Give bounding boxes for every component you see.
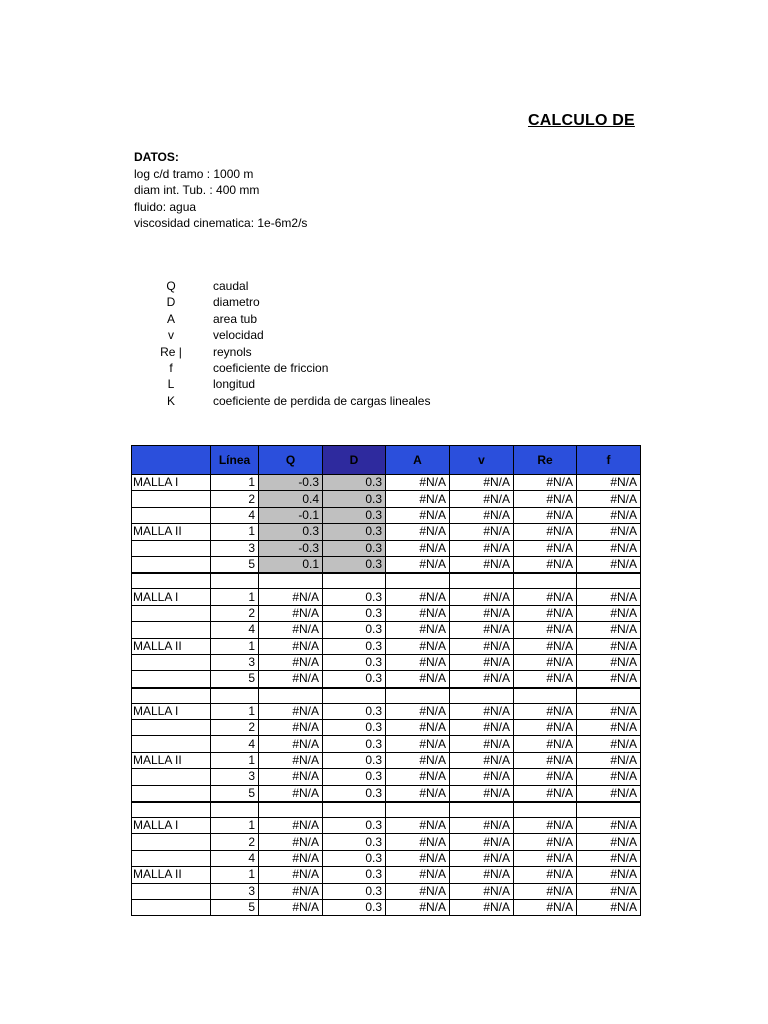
empty-cell[interactable] (132, 688, 211, 704)
cell-v[interactable]: #N/A (450, 769, 514, 785)
cell-malla[interactable]: MALLA II (132, 524, 211, 540)
table-body (132, 475, 641, 916)
cell-re[interactable]: #N/A (514, 899, 577, 915)
cell-linea[interactable]: 5 (211, 556, 259, 573)
cell-malla[interactable] (132, 834, 211, 850)
empty-cell[interactable] (211, 573, 259, 589)
cell-a[interactable]: #N/A (386, 834, 450, 850)
cell-linea[interactable]: 1 (211, 867, 259, 883)
cell-re[interactable]: #N/A (514, 654, 577, 670)
cell-linea[interactable]: 1 (211, 589, 259, 605)
cell-q[interactable]: #N/A (259, 850, 323, 866)
datos-heading: DATOS: (134, 150, 179, 164)
cell-d[interactable]: 0.3 (323, 867, 386, 883)
header-cell-d[interactable]: D (323, 446, 386, 475)
cell-a[interactable]: #N/A (386, 850, 450, 866)
table-row (132, 867, 641, 883)
cell-d[interactable]: 0.3 (323, 540, 386, 556)
cell-malla[interactable]: MALLA II (132, 867, 211, 883)
cell-re[interactable]: #N/A (514, 540, 577, 556)
cell-re[interactable]: #N/A (514, 736, 577, 752)
table-row (132, 736, 641, 752)
datos-line: log c/d tramo : 1000 m (134, 166, 254, 181)
cell-q[interactable]: #N/A (259, 703, 323, 719)
table-row (132, 720, 641, 736)
legend-symbol: K (166, 393, 175, 408)
cell-malla[interactable] (132, 507, 211, 523)
cell-f[interactable]: #N/A (577, 867, 641, 883)
cell-v[interactable]: #N/A (450, 622, 514, 638)
cell-re[interactable]: #N/A (514, 491, 577, 507)
table-row (132, 507, 641, 523)
header-cell-re[interactable]: Re (514, 446, 577, 475)
cell-q[interactable]: #N/A (259, 785, 323, 802)
empty-cell[interactable] (450, 688, 514, 704)
cell-re[interactable]: #N/A (514, 556, 577, 573)
cell-a[interactable]: #N/A (386, 883, 450, 899)
cell-q[interactable]: #N/A (259, 818, 323, 834)
cell-v[interactable]: #N/A (450, 867, 514, 883)
cell-v[interactable]: #N/A (450, 703, 514, 719)
cell-malla[interactable] (132, 736, 211, 752)
cell-v[interactable]: #N/A (450, 605, 514, 621)
table-row (132, 752, 641, 768)
cell-malla[interactable] (132, 671, 211, 688)
cell-malla[interactable] (132, 654, 211, 670)
cell-linea[interactable]: 3 (211, 654, 259, 670)
empty-cell[interactable] (577, 688, 641, 704)
table-row (132, 899, 641, 915)
empty-cell[interactable] (450, 802, 514, 818)
datos-line: fluido: agua (134, 199, 197, 214)
cell-a[interactable]: #N/A (386, 703, 450, 719)
cell-v[interactable]: #N/A (450, 638, 514, 654)
cell-q[interactable]: #N/A (259, 720, 323, 736)
cell-f[interactable]: #N/A (577, 883, 641, 899)
header-cell-linea[interactable]: Línea (211, 446, 259, 475)
cell-q[interactable]: #N/A (259, 769, 323, 785)
cell-v[interactable]: #N/A (450, 507, 514, 523)
cell-a[interactable]: #N/A (386, 491, 450, 507)
cell-f[interactable]: #N/A (577, 654, 641, 670)
cell-a[interactable]: #N/A (386, 785, 450, 802)
cell-q[interactable]: -0.3 (259, 475, 323, 491)
cell-linea[interactable]: 4 (211, 736, 259, 752)
cell-d[interactable]: 0.3 (323, 752, 386, 768)
cell-v[interactable]: #N/A (450, 818, 514, 834)
cell-q[interactable]: #N/A (259, 834, 323, 850)
cell-v[interactable]: #N/A (450, 752, 514, 768)
cell-a[interactable]: #N/A (386, 818, 450, 834)
empty-cell[interactable] (450, 573, 514, 589)
cell-f[interactable]: #N/A (577, 524, 641, 540)
cell-re[interactable]: #N/A (514, 720, 577, 736)
cell-q[interactable]: -0.3 (259, 540, 323, 556)
table-row (132, 818, 641, 834)
empty-cell[interactable] (211, 802, 259, 818)
legend-symbol: v (168, 328, 174, 343)
cell-re[interactable]: #N/A (514, 671, 577, 688)
cell-f[interactable]: #N/A (577, 556, 641, 573)
cell-d[interactable]: 0.3 (323, 720, 386, 736)
header-cell-q[interactable]: Q (259, 446, 323, 475)
legend-symbol: D (166, 295, 176, 310)
cell-malla[interactable] (132, 605, 211, 621)
cell-f[interactable]: #N/A (577, 507, 641, 523)
legend-symbol: A (166, 311, 175, 326)
cell-re[interactable]: #N/A (514, 769, 577, 785)
cell-v[interactable]: #N/A (450, 556, 514, 573)
cell-linea[interactable]: 2 (211, 720, 259, 736)
cell-a[interactable]: #N/A (386, 899, 450, 915)
header-cell-a[interactable]: A (386, 446, 450, 475)
cell-d[interactable]: 0.3 (323, 589, 386, 605)
legend-symbol: Re | (160, 344, 182, 359)
datos-section (134, 149, 307, 232)
datos-line: viscosidad cinematica: 1e-6m2/s (134, 216, 308, 230)
cell-d[interactable]: 0.3 (323, 785, 386, 802)
empty-cell[interactable] (132, 802, 211, 818)
cell-linea[interactable]: 2 (211, 605, 259, 621)
cell-d[interactable]: 0.3 (323, 638, 386, 654)
cell-d[interactable]: 0.3 (323, 883, 386, 899)
table-row (132, 605, 641, 621)
cell-d[interactable]: 0.3 (323, 736, 386, 752)
cell-linea[interactable]: 3 (211, 769, 259, 785)
cell-d[interactable]: 0.3 (323, 475, 386, 491)
header-cell-v[interactable]: v (450, 446, 514, 475)
cell-f[interactable]: #N/A (577, 720, 641, 736)
cell-a[interactable]: #N/A (386, 589, 450, 605)
cell-d[interactable]: 0.3 (323, 654, 386, 670)
cell-re[interactable]: #N/A (514, 752, 577, 768)
cell-malla[interactable] (132, 622, 211, 638)
cell-d[interactable]: 0.3 (323, 899, 386, 915)
cell-d[interactable]: 0.3 (323, 818, 386, 834)
legend-desc: area tub (213, 311, 258, 326)
cell-q[interactable]: #N/A (259, 867, 323, 883)
cell-v[interactable]: #N/A (450, 834, 514, 850)
cell-linea[interactable]: 4 (211, 507, 259, 523)
cell-d[interactable]: 0.3 (323, 703, 386, 719)
empty-cell[interactable] (211, 688, 259, 704)
cell-re[interactable]: #N/A (514, 883, 577, 899)
cell-q[interactable]: #N/A (259, 622, 323, 638)
table-row (132, 491, 641, 507)
cell-d[interactable]: 0.3 (323, 671, 386, 688)
cell-malla[interactable]: MALLA I (132, 589, 211, 605)
empty-cell[interactable] (514, 802, 577, 818)
cell-malla[interactable]: MALLA I (132, 818, 211, 834)
cell-a[interactable]: #N/A (386, 540, 450, 556)
cell-linea[interactable]: 1 (211, 475, 259, 491)
cell-f[interactable]: #N/A (577, 769, 641, 785)
cell-malla[interactable] (132, 850, 211, 866)
cell-re[interactable]: #N/A (514, 850, 577, 866)
cell-re[interactable]: #N/A (514, 818, 577, 834)
cell-linea[interactable]: 4 (211, 622, 259, 638)
cell-d[interactable]: 0.3 (323, 622, 386, 638)
datos-line: diam int. Tub. : 400 mm (134, 183, 260, 197)
cell-linea[interactable]: 5 (211, 785, 259, 802)
cell-re[interactable]: #N/A (514, 475, 577, 491)
table-row (132, 589, 641, 605)
cell-malla[interactable] (132, 883, 211, 899)
empty-cell[interactable] (259, 573, 323, 589)
cell-v[interactable]: #N/A (450, 899, 514, 915)
cell-q[interactable]: 0.4 (259, 491, 323, 507)
cell-f[interactable]: #N/A (577, 785, 641, 802)
table-row (132, 475, 641, 491)
cell-malla[interactable]: MALLA I (132, 703, 211, 719)
cell-d[interactable]: 0.3 (323, 556, 386, 573)
cell-f[interactable]: #N/A (577, 622, 641, 638)
table-row (132, 654, 641, 670)
cell-malla[interactable] (132, 769, 211, 785)
cell-v[interactable]: #N/A (450, 654, 514, 670)
cell-q[interactable]: #N/A (259, 605, 323, 621)
cell-a[interactable]: #N/A (386, 720, 450, 736)
table-row (132, 850, 641, 866)
cell-re[interactable]: #N/A (514, 524, 577, 540)
cell-f[interactable]: #N/A (577, 589, 641, 605)
page-title: CALCULO DE (528, 112, 635, 129)
cell-v[interactable]: #N/A (450, 850, 514, 866)
empty-cell[interactable] (386, 802, 450, 818)
cell-re[interactable]: #N/A (514, 703, 577, 719)
cell-a[interactable]: #N/A (386, 867, 450, 883)
cell-v[interactable]: #N/A (450, 475, 514, 491)
cell-d[interactable]: 0.3 (323, 605, 386, 621)
cell-malla[interactable] (132, 720, 211, 736)
legend-desc: caudal (213, 279, 249, 293)
cell-f[interactable]: #N/A (577, 752, 641, 768)
cell-f[interactable]: #N/A (577, 671, 641, 688)
cell-re[interactable]: #N/A (514, 834, 577, 850)
cell-d[interactable]: 0.3 (323, 850, 386, 866)
cell-a[interactable]: #N/A (386, 475, 450, 491)
cell-malla[interactable]: MALLA II (132, 752, 211, 768)
cell-f[interactable]: #N/A (577, 818, 641, 834)
cell-v[interactable]: #N/A (450, 785, 514, 802)
cell-linea[interactable]: 5 (211, 671, 259, 688)
legend-desc: longitud (213, 377, 256, 392)
table-row (132, 785, 641, 802)
table-separator-row (132, 802, 641, 818)
table-row (132, 703, 641, 719)
cell-f[interactable]: #N/A (577, 475, 641, 491)
cell-re[interactable]: #N/A (514, 589, 577, 605)
cell-malla[interactable]: MALLA II (132, 638, 211, 654)
cell-a[interactable]: #N/A (386, 605, 450, 621)
cell-a[interactable]: #N/A (386, 638, 450, 654)
cell-a[interactable]: #N/A (386, 507, 450, 523)
cell-linea[interactable]: 3 (211, 540, 259, 556)
table-row (132, 622, 641, 638)
cell-linea[interactable]: 3 (211, 883, 259, 899)
cell-q[interactable]: -0.1 (259, 507, 323, 523)
cell-re[interactable]: #N/A (514, 507, 577, 523)
cell-linea[interactable]: 2 (211, 834, 259, 850)
cell-f[interactable]: #N/A (577, 834, 641, 850)
legend-desc: coeficiente de perdida de cargas lineales (213, 393, 431, 408)
cell-linea[interactable]: 1 (211, 638, 259, 654)
cell-d[interactable]: 0.3 (323, 834, 386, 850)
cell-d[interactable]: 0.3 (323, 507, 386, 523)
cell-re[interactable]: #N/A (514, 867, 577, 883)
table-row (132, 671, 641, 688)
cell-linea[interactable]: 1 (211, 752, 259, 768)
cell-re[interactable]: #N/A (514, 622, 577, 638)
calc-table (131, 445, 641, 916)
cell-re[interactable]: #N/A (514, 605, 577, 621)
cell-q[interactable]: #N/A (259, 752, 323, 768)
cell-linea[interactable]: 2 (211, 491, 259, 507)
cell-a[interactable]: #N/A (386, 654, 450, 670)
cell-f[interactable]: #N/A (577, 605, 641, 621)
cell-v[interactable]: #N/A (450, 736, 514, 752)
cell-linea[interactable]: 4 (211, 850, 259, 866)
header-cell-label[interactable] (132, 446, 211, 475)
cell-linea[interactable]: 5 (211, 899, 259, 915)
header-cell-f[interactable]: f (577, 446, 641, 475)
cell-v[interactable]: #N/A (450, 524, 514, 540)
cell-a[interactable]: #N/A (386, 671, 450, 688)
cell-a[interactable]: #N/A (386, 556, 450, 573)
cell-f[interactable]: #N/A (577, 899, 641, 915)
cell-q[interactable]: 0.1 (259, 556, 323, 573)
cell-q[interactable]: #N/A (259, 899, 323, 915)
cell-f[interactable]: #N/A (577, 850, 641, 866)
cell-re[interactable]: #N/A (514, 785, 577, 802)
cell-malla[interactable] (132, 491, 211, 507)
table-header-row (132, 446, 641, 475)
empty-cell[interactable] (577, 573, 641, 589)
cell-malla[interactable] (132, 540, 211, 556)
legend-symbol: f (169, 360, 173, 375)
cell-f[interactable]: #N/A (577, 736, 641, 752)
legend-desc: velocidad (213, 328, 264, 343)
table-row (132, 769, 641, 785)
cell-f[interactable]: #N/A (577, 638, 641, 654)
cell-q[interactable]: #N/A (259, 654, 323, 670)
cell-d[interactable]: 0.3 (323, 491, 386, 507)
cell-q[interactable]: #N/A (259, 589, 323, 605)
empty-cell[interactable] (514, 688, 577, 704)
empty-cell[interactable] (323, 573, 386, 589)
legend-desc: reynols (213, 344, 252, 359)
cell-linea[interactable]: 1 (211, 703, 259, 719)
cell-a[interactable]: #N/A (386, 769, 450, 785)
table-separator-row (132, 573, 641, 589)
cell-malla[interactable]: MALLA I (132, 475, 211, 491)
cell-malla[interactable] (132, 899, 211, 915)
cell-re[interactable]: #N/A (514, 638, 577, 654)
cell-linea[interactable]: 1 (211, 524, 259, 540)
table-row (132, 524, 641, 540)
cell-v[interactable]: #N/A (450, 589, 514, 605)
cell-v[interactable]: #N/A (450, 883, 514, 899)
legend-symbol: Q (166, 279, 176, 293)
empty-cell[interactable] (386, 573, 450, 589)
cell-q[interactable]: #N/A (259, 736, 323, 752)
cell-f[interactable]: #N/A (577, 703, 641, 719)
empty-cell[interactable] (577, 802, 641, 818)
table-row (132, 540, 641, 556)
cell-malla[interactable] (132, 785, 211, 802)
table-row (132, 638, 641, 654)
empty-cell[interactable] (259, 802, 323, 818)
empty-cell[interactable] (323, 802, 386, 818)
empty-cell[interactable] (323, 688, 386, 704)
cell-v[interactable]: #N/A (450, 540, 514, 556)
empty-cell[interactable] (386, 688, 450, 704)
cell-a[interactable]: #N/A (386, 524, 450, 540)
empty-cell[interactable] (132, 573, 211, 589)
cell-q[interactable]: #N/A (259, 638, 323, 654)
cell-malla[interactable] (132, 556, 211, 573)
cell-q[interactable]: #N/A (259, 883, 323, 899)
cell-a[interactable]: #N/A (386, 736, 450, 752)
empty-cell[interactable] (259, 688, 323, 704)
cell-d[interactable]: 0.3 (323, 524, 386, 540)
cell-d[interactable]: 0.3 (323, 769, 386, 785)
table-row (132, 834, 641, 850)
empty-cell[interactable] (514, 573, 577, 589)
legend-desc: coeficiente de friccion (213, 360, 329, 375)
table-row (132, 556, 641, 573)
cell-v[interactable]: #N/A (450, 491, 514, 507)
cell-q[interactable]: #N/A (259, 671, 323, 688)
legend-desc: diametro (213, 295, 260, 310)
legend-symbol: L (167, 377, 175, 392)
cell-f[interactable]: #N/A (577, 540, 641, 556)
cell-a[interactable]: #N/A (386, 622, 450, 638)
table-separator-row (132, 688, 641, 704)
table-row (132, 883, 641, 899)
cell-f[interactable]: #N/A (577, 491, 641, 507)
cell-q[interactable]: 0.3 (259, 524, 323, 540)
cell-v[interactable]: #N/A (450, 671, 514, 688)
cell-a[interactable]: #N/A (386, 752, 450, 768)
cell-v[interactable]: #N/A (450, 720, 514, 736)
cell-linea[interactable]: 1 (211, 818, 259, 834)
